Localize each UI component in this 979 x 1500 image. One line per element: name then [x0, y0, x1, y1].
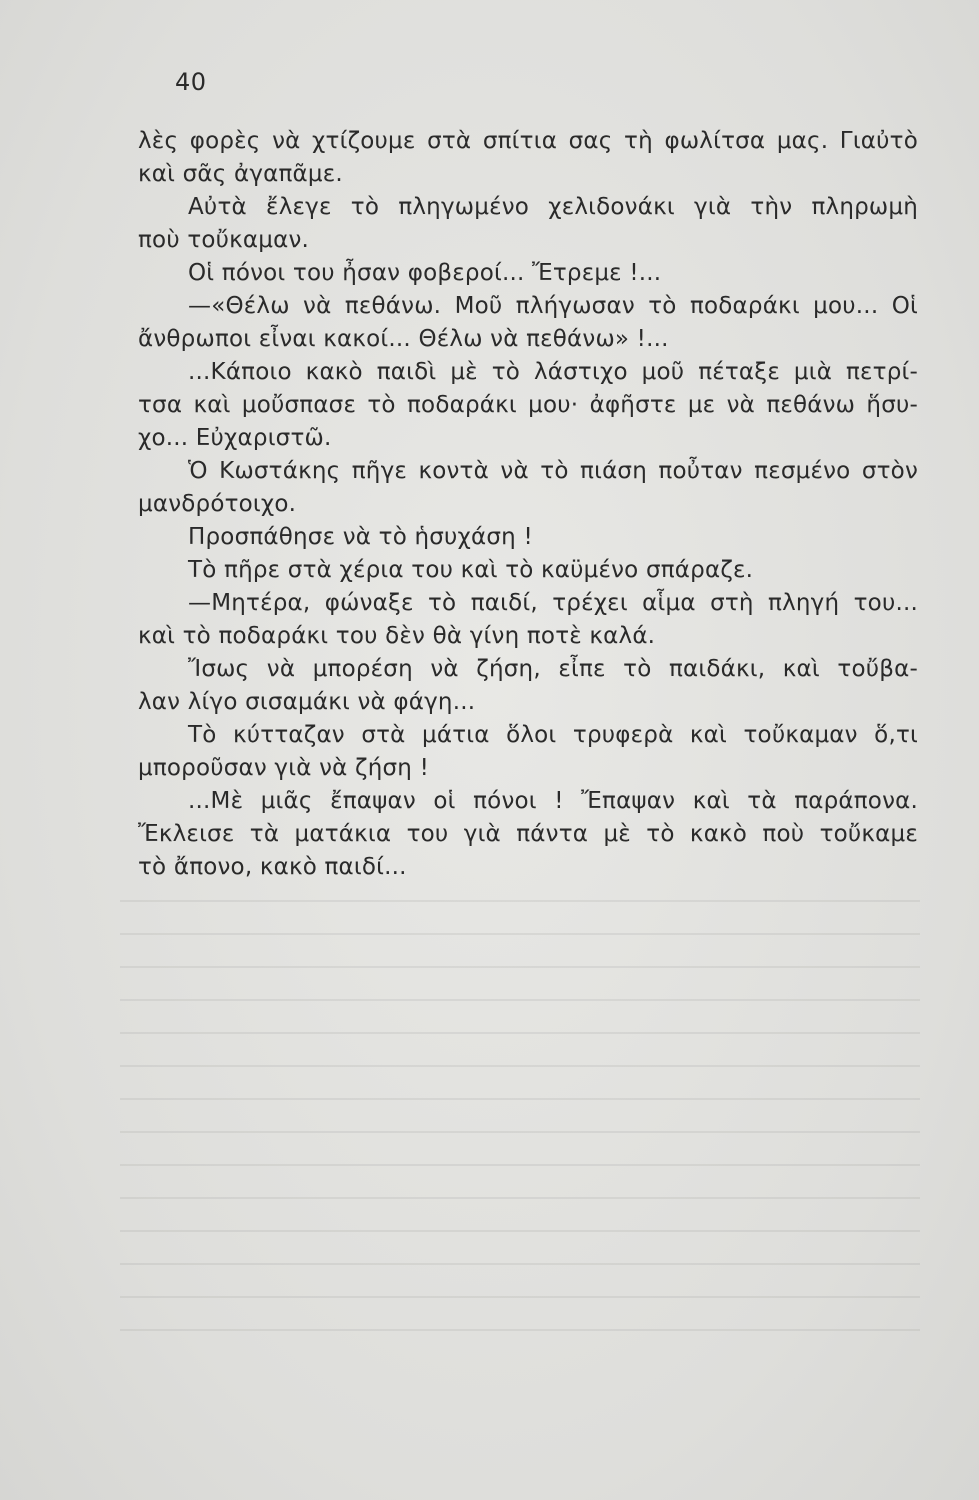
text-line: Προσπάθησε νὰ τὸ ἡσυχάση !	[188, 524, 533, 550]
text-line: καὶ τὸ ποδαράκι του δὲν θὰ γίνη ποτὲ καλά.	[138, 623, 656, 649]
text-line: ...Μὲ μιᾶς ἔπαψαν οἱ πόνοι ! Ἔπαψαν καὶ τὰ παράπονα.	[188, 788, 918, 814]
text-line: λαν λίγο σισαμάκι νὰ φάγη...	[138, 689, 476, 715]
show-through-texture	[120, 900, 920, 1340]
text-line: μποροῦσαν γιὰ νὰ ζήση !	[138, 755, 429, 781]
body-text	[138, 125, 918, 884]
text-line: τσα καὶ μοὔσπασε τὸ ποδαράκι μου· ἀφῆστε με νὰ πεθάνω ἥσυ-	[138, 392, 918, 418]
text-line: Οἱ πόνοι του ἦσαν φοβεροί... Ἔτρεμε !...	[188, 260, 662, 286]
text-line: μανδρότοιχο.	[138, 491, 297, 517]
text-line: Αὐτὰ ἔλεγε τὸ πληγωμένο χελιδονάκι γιὰ τὴν πληρωμὴ	[188, 194, 918, 220]
text-line: καὶ σᾶς ἀγαπᾶμε.	[138, 161, 343, 187]
text-line: Τὸ πῆρε στὰ χέρια του καὶ τὸ καϋμένο σπάραζε.	[188, 557, 754, 583]
text-line: ποὺ τοὔκαμαν.	[138, 227, 310, 253]
text-line: τὸ ἄπονο, κακὸ παιδί...	[138, 854, 407, 880]
text-line: Ἴσως νὰ μπορέση νὰ ζήση, εἶπε τὸ παιδάκι, καὶ τοὔβα-	[188, 656, 918, 682]
text-line: Ὁ Κωστάκης πῆγε κοντὰ νὰ τὸ πιάση ποὖταν πεσμένο στὸν	[188, 458, 918, 484]
text-line: Ἔκλεισε τὰ ματάκια του γιὰ πάντα μὲ τὸ κακὸ ποὺ τοὔκαμε	[138, 821, 918, 847]
text-line: —Μητέρα, φώναξε τὸ παιδί, τρέχει αἷμα στὴ πληγή του...	[188, 590, 918, 616]
text-line: χο... Εὐχαριστῶ.	[138, 425, 332, 451]
text-line: ...Κάποιο κακὸ παιδὶ μὲ τὸ λάστιχο μοῦ πέταξε μιὰ πετρί-	[188, 359, 918, 385]
text-line: ἄνθρωποι εἶναι κακοί... Θέλω νὰ πεθάνω» !...	[138, 326, 669, 352]
text-line: Τὸ κύτταζαν στὰ μάτια ὅλοι τρυφερὰ καὶ τοὔκαμαν ὅ,τι	[188, 722, 918, 748]
page-number: 40	[175, 68, 207, 96]
text-line: —«Θέλω νὰ πεθάνω. Μοῦ πλήγωσαν τὸ ποδαράκι μου... Οἱ	[188, 293, 918, 319]
text-line: λὲς φορὲς νὰ χτίζουμε στὰ σπίτια σας τὴ φωλίτσα μας. Γιαὐτὸ	[138, 128, 918, 154]
